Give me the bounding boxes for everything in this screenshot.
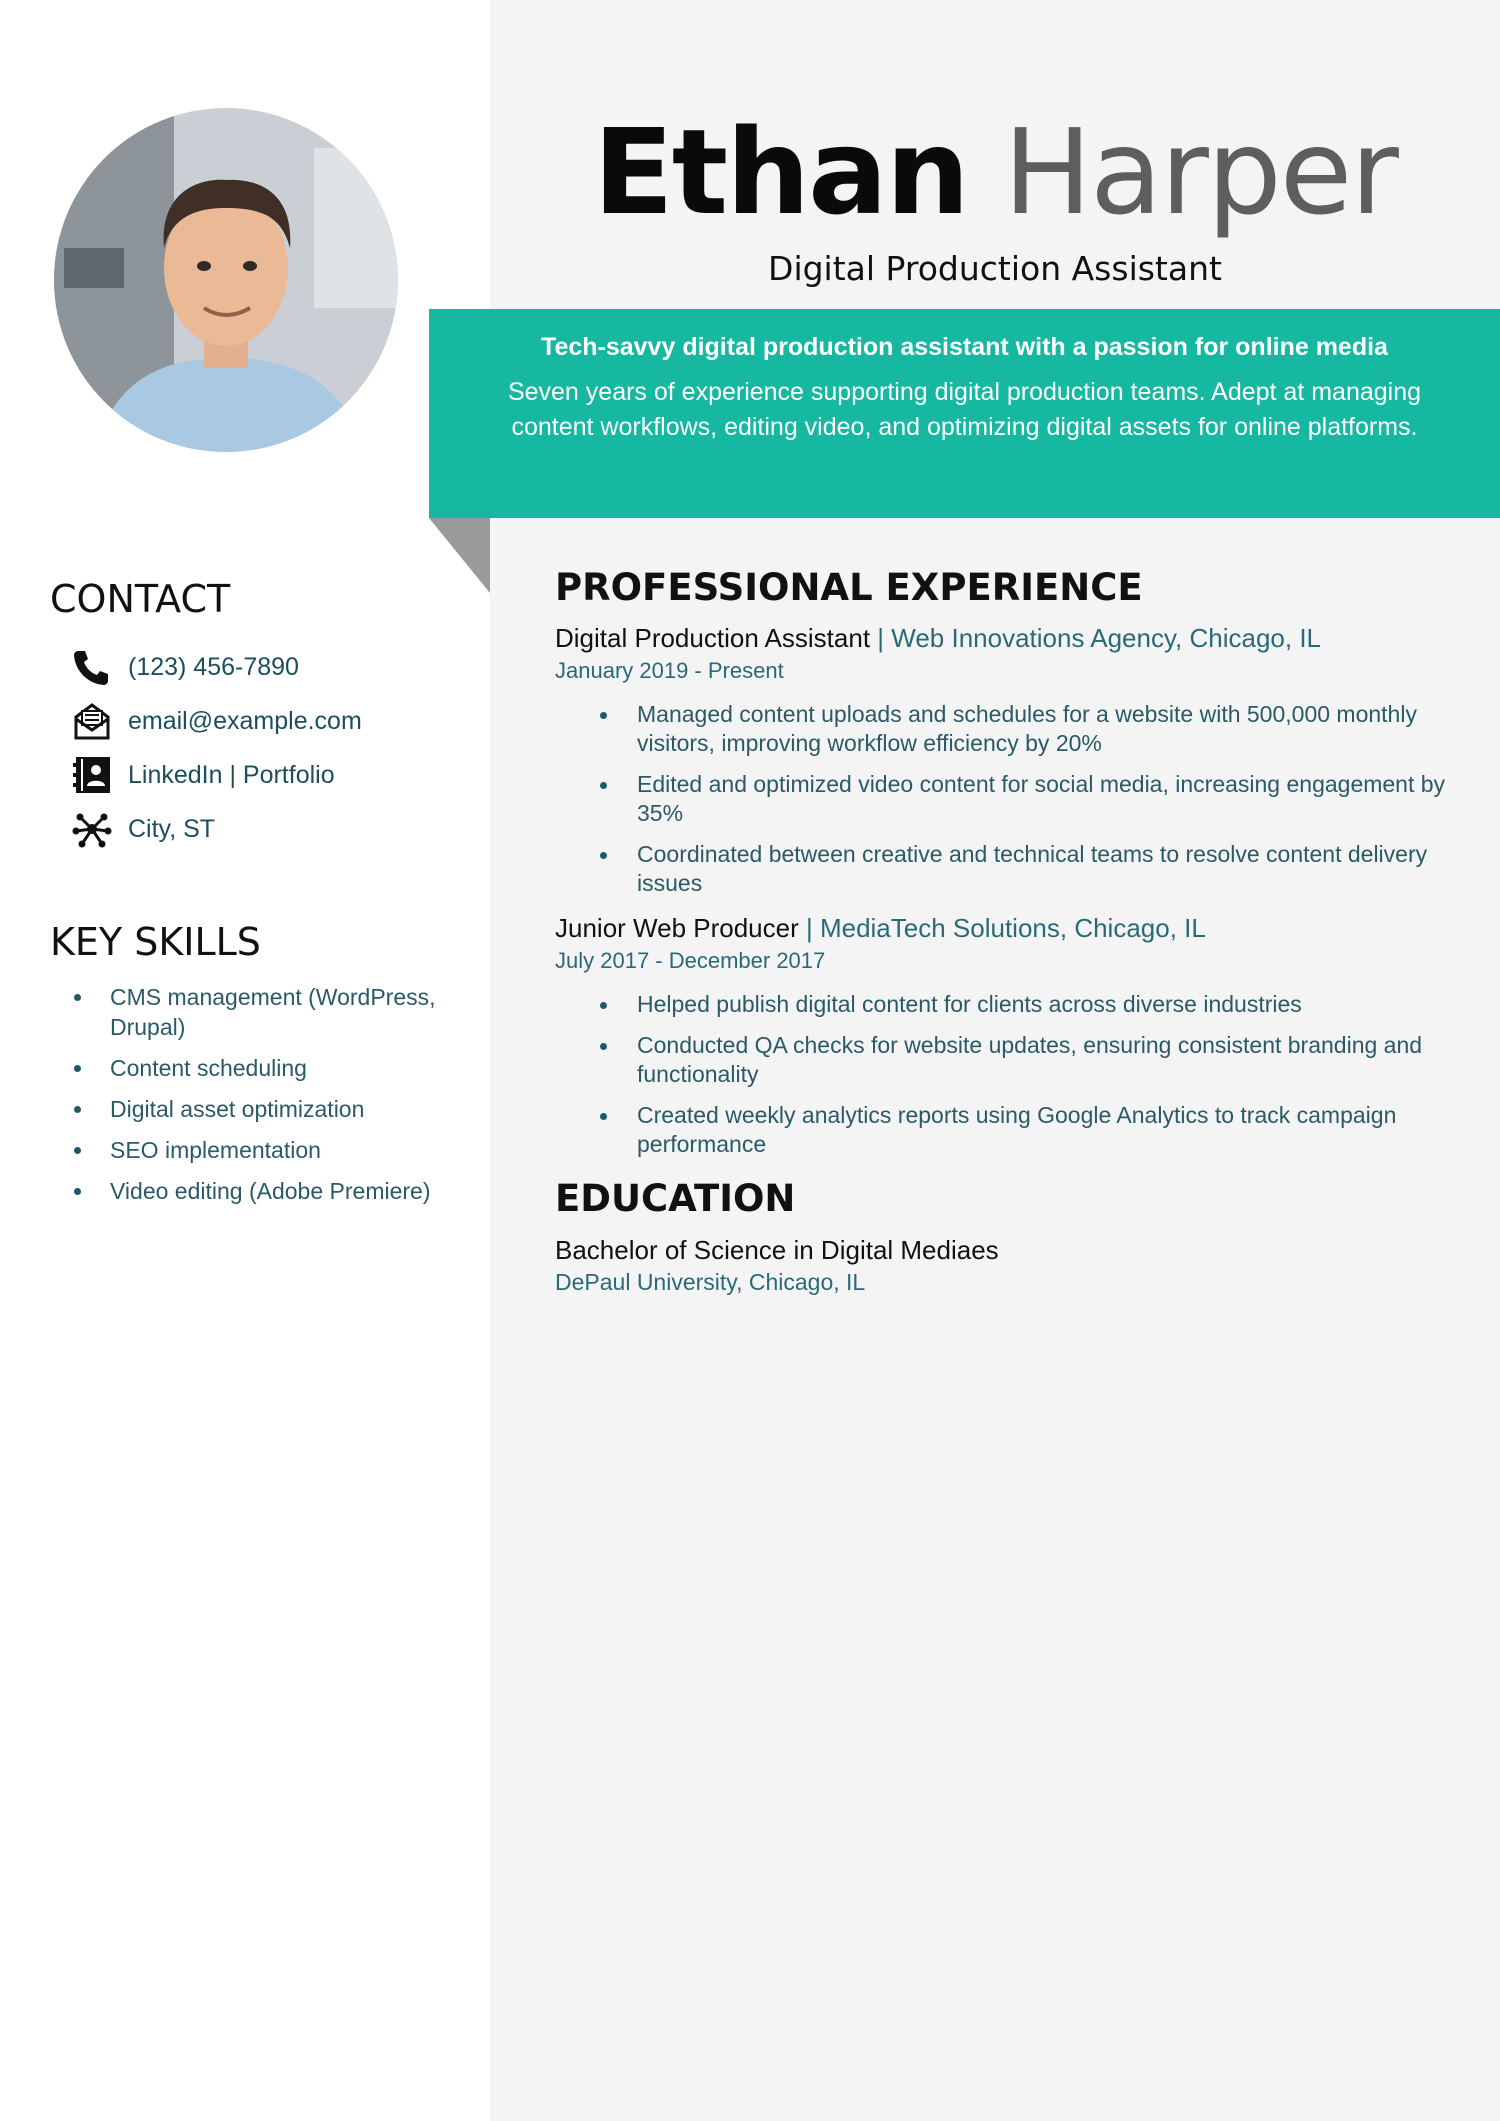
contact-links bbox=[70, 748, 362, 802]
job-header bbox=[555, 910, 1455, 946]
first-name: Ethan bbox=[593, 103, 968, 241]
job-bullet: Coordinated between creative and technical teams to resolve content delivery issues bbox=[555, 840, 1455, 898]
contact-email bbox=[70, 694, 362, 748]
contact-heading: CONTACT bbox=[50, 577, 231, 621]
job-company: MediaTech Solutions, Chicago, IL bbox=[819, 913, 1206, 943]
skill-item: Video editing (Adobe Premiere) bbox=[70, 1176, 460, 1206]
contact-location-text: City, ST bbox=[128, 814, 216, 843]
job-bullet: Managed content uploads and schedules for a website with 500,000 monthly visitors, improving workflow efficiency by 20% bbox=[555, 700, 1455, 758]
job-bullets bbox=[555, 700, 1455, 898]
main-content bbox=[555, 560, 1455, 1297]
last-name: Harper bbox=[1003, 103, 1397, 241]
summary-headline: Tech-savvy digital production assistant with a passion for online media bbox=[541, 333, 1388, 361]
contact-list bbox=[70, 640, 362, 856]
skills-list bbox=[70, 982, 460, 1217]
job-company: Web Innovations Agency, Chicago, IL bbox=[891, 623, 1321, 653]
job-title: Digital Production Assistant bbox=[555, 623, 871, 653]
job-bullet: Edited and optimized video content for social media, increasing engagement by 35% bbox=[555, 770, 1455, 828]
skill-item: SEO implementation bbox=[70, 1135, 460, 1165]
skill-item: CMS management (WordPress, Drupal) bbox=[70, 982, 460, 1042]
phone-icon bbox=[70, 645, 114, 689]
profile-card-icon bbox=[70, 753, 114, 797]
contact-email-text[interactable]: email@example.com bbox=[128, 706, 362, 735]
education-degree: Bachelor of Science in Digital Mediaes bbox=[555, 1235, 999, 1265]
experience-heading: PROFESSIONAL EXPERIENCE bbox=[555, 566, 1143, 609]
profile-photo bbox=[54, 108, 398, 452]
job-bullet: Created weekly analytics reports using Google Analytics to track campaign performance bbox=[555, 1101, 1455, 1159]
skill-item: Digital asset optimization bbox=[70, 1094, 460, 1124]
full-name bbox=[490, 102, 1500, 242]
contact-location bbox=[70, 802, 362, 856]
job-bullet: Helped publish digital content for clients across diverse industries bbox=[555, 990, 1455, 1019]
job-role-title: Digital Production Assistant bbox=[768, 249, 1222, 288]
banner-fold-corner bbox=[429, 518, 490, 593]
location-network-icon bbox=[70, 807, 114, 851]
job-header bbox=[555, 620, 1455, 656]
education-heading: EDUCATION bbox=[555, 1177, 796, 1220]
summary-text: Seven years of experience supporting digital production teams. Adept at managing content workflows, editing video, and optimizing digital assets for online platforms. bbox=[507, 378, 1422, 441]
contact-phone bbox=[70, 640, 362, 694]
job-bullets bbox=[555, 990, 1455, 1159]
skills-heading: KEY SKILLS bbox=[50, 920, 261, 964]
job-separator: | bbox=[798, 913, 820, 943]
education-school: DePaul University, Chicago, IL bbox=[555, 1269, 866, 1295]
summary-banner bbox=[429, 309, 1500, 518]
mail-icon bbox=[70, 699, 114, 743]
job-title: Junior Web Producer bbox=[555, 913, 799, 943]
contact-phone-text[interactable]: (123) 456-7890 bbox=[128, 652, 299, 681]
job-entry bbox=[555, 910, 1455, 1159]
job-dates: January 2019 - Present bbox=[555, 658, 784, 683]
job-dates: July 2017 - December 2017 bbox=[555, 948, 826, 973]
skill-item: Content scheduling bbox=[70, 1053, 460, 1083]
job-bullet: Conducted QA checks for website updates, ensuring consistent branding and functionality bbox=[555, 1031, 1455, 1089]
job-separator: | bbox=[870, 623, 892, 653]
contact-links-text[interactable]: LinkedIn | Portfolio bbox=[128, 760, 335, 789]
job-entry bbox=[555, 620, 1455, 898]
